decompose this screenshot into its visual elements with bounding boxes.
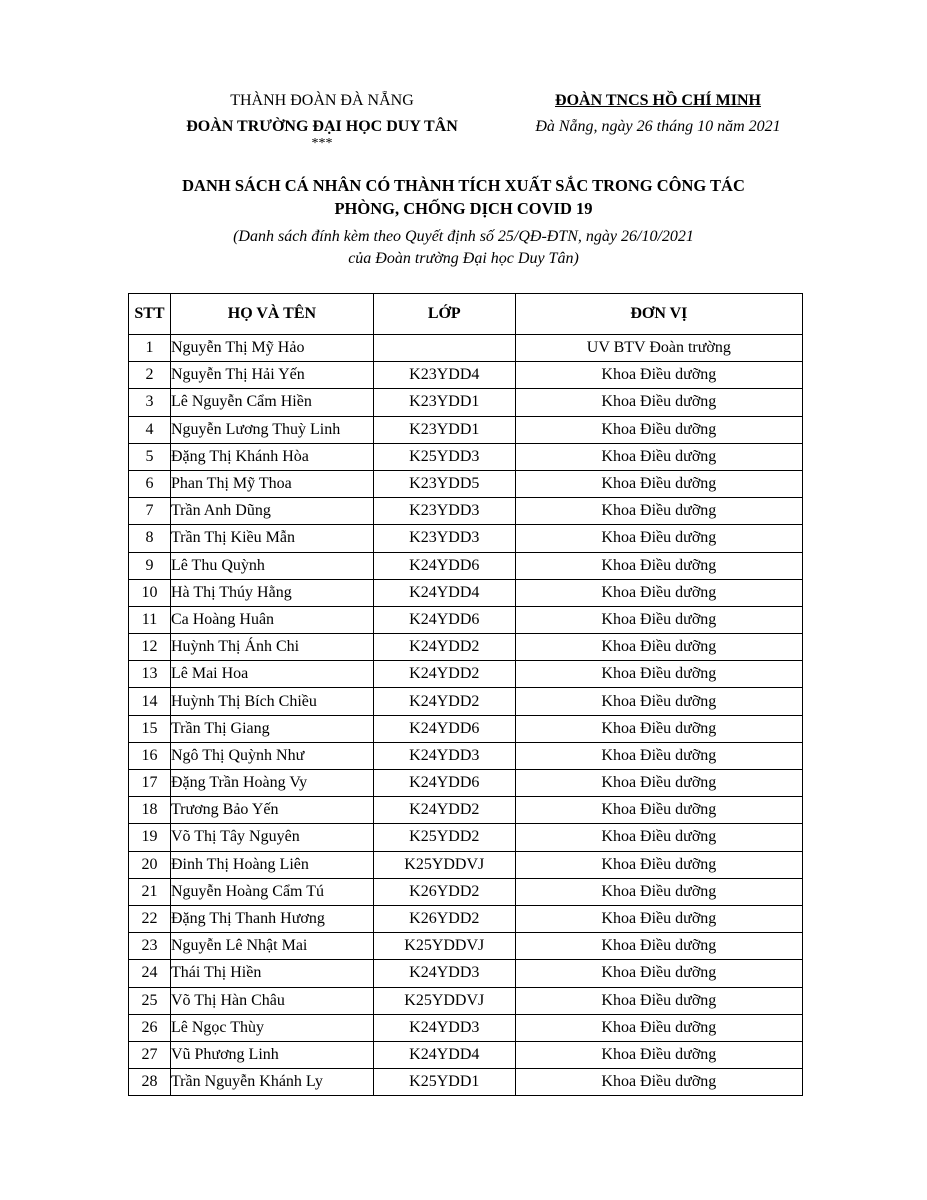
cell-class: K25YDD3 — [373, 443, 515, 470]
cell-unit: Khoa Điều dưỡng — [515, 362, 802, 389]
cell-name: Đặng Thị Thanh Hương — [170, 905, 373, 932]
cell-class: K24YDD3 — [373, 1014, 515, 1041]
cell-class: K23YDD1 — [373, 389, 515, 416]
cell-name: Thái Thị Hiền — [170, 960, 373, 987]
cell-unit: Khoa Điều dưỡng — [515, 1014, 802, 1041]
cell-unit: Khoa Điều dưỡng — [515, 634, 802, 661]
cell-class: K25YDDVJ — [373, 987, 515, 1014]
table-row — [129, 715, 803, 742]
subtitle-line-1: (Danh sách đính kèm theo Quyết định số 25/QĐ-ĐTN, ngày 26/10/2021 — [233, 228, 694, 245]
cell-class: K24YDD6 — [373, 770, 515, 797]
cell-unit: Khoa Điều dưỡng — [515, 797, 802, 824]
cell-unit: Khoa Điều dưỡng — [515, 824, 802, 851]
cell-unit: Khoa Điều dưỡng — [515, 470, 802, 497]
cell-stt: 18 — [129, 797, 171, 824]
cell-class: K23YDD5 — [373, 470, 515, 497]
cell-unit: Khoa Điều dưỡng — [515, 661, 802, 688]
cell-name: Ca Hoàng Huân — [170, 606, 373, 633]
cell-unit: Khoa Điều dưỡng — [515, 960, 802, 987]
cell-stt: 10 — [129, 579, 171, 606]
cell-name: Võ Thị Hàn Châu — [170, 987, 373, 1014]
cell-name: Trương Bảo Yến — [170, 797, 373, 824]
table-row — [129, 443, 803, 470]
cell-class: K23YDD3 — [373, 525, 515, 552]
table-row — [129, 905, 803, 932]
cell-class: K24YDD2 — [373, 688, 515, 715]
cell-class: K26YDD2 — [373, 905, 515, 932]
cell-stt: 22 — [129, 905, 171, 932]
document-title — [100, 174, 827, 220]
table-row — [129, 960, 803, 987]
cell-name: Võ Thị Tây Nguyên — [170, 824, 373, 851]
cell-stt: 27 — [129, 1041, 171, 1068]
cell-unit: Khoa Điều dưỡng — [515, 987, 802, 1014]
cell-unit: Khoa Điều dưỡng — [515, 851, 802, 878]
cell-stt: 14 — [129, 688, 171, 715]
cell-stt: 8 — [129, 525, 171, 552]
cell-unit: Khoa Điều dưỡng — [515, 933, 802, 960]
separator-stars: *** — [311, 136, 333, 151]
cell-class: K24YDD2 — [373, 634, 515, 661]
cell-class: K25YDDVJ — [373, 933, 515, 960]
title-line-2: PHÒNG, CHỐNG DỊCH COVID 19 — [334, 199, 593, 218]
cell-name: Nguyễn Lương Thuỳ Linh — [170, 416, 373, 443]
cell-stt: 2 — [129, 362, 171, 389]
table-row — [129, 335, 803, 362]
table-row — [129, 634, 803, 661]
cell-unit: Khoa Điều dưỡng — [515, 552, 802, 579]
table-row — [129, 552, 803, 579]
table-header-row — [129, 294, 803, 335]
cell-class: K25YDD1 — [373, 1069, 515, 1096]
table-row — [129, 878, 803, 905]
cell-stt: 17 — [129, 770, 171, 797]
school-union-name: ĐOÀN TRƯỜNG ĐẠI HỌC DUY TÂN — [186, 118, 458, 135]
cell-stt: 1 — [129, 335, 171, 362]
cell-stt: 9 — [129, 552, 171, 579]
cell-unit: Khoa Điều dưỡng — [515, 579, 802, 606]
document-date: Đà Nẵng, ngày 26 tháng 10 năm 2021 — [535, 118, 781, 135]
cell-name: Nguyễn Lê Nhật Mai — [170, 933, 373, 960]
column-header-class: LỚP — [373, 294, 515, 335]
cell-name: Lê Thu Quỳnh — [170, 552, 373, 579]
table-row — [129, 525, 803, 552]
cell-name: Trần Thị Giang — [170, 715, 373, 742]
cell-stt: 26 — [129, 1014, 171, 1041]
column-header-name: HỌ VÀ TÊN — [170, 294, 373, 335]
cell-stt: 23 — [129, 933, 171, 960]
cell-name: Trần Thị Kiều Mẫn — [170, 525, 373, 552]
cell-stt: 6 — [129, 470, 171, 497]
cell-stt: 25 — [129, 987, 171, 1014]
table-body — [129, 335, 803, 1096]
cell-stt: 7 — [129, 498, 171, 525]
cell-name: Lê Mai Hoa — [170, 661, 373, 688]
cell-unit: Khoa Điều dưỡng — [515, 498, 802, 525]
table-row — [129, 797, 803, 824]
cell-unit: Khoa Điều dưỡng — [515, 606, 802, 633]
table-row — [129, 1041, 803, 1068]
cell-unit: Khoa Điều dưỡng — [515, 905, 802, 932]
cell-name: Ngô Thị Quỳnh Như — [170, 742, 373, 769]
cell-stt: 11 — [129, 606, 171, 633]
table-row — [129, 661, 803, 688]
cell-class: K24YDD4 — [373, 579, 515, 606]
cell-stt: 19 — [129, 824, 171, 851]
table-row — [129, 770, 803, 797]
table-row — [129, 851, 803, 878]
cell-stt: 21 — [129, 878, 171, 905]
column-header-stt: STT — [129, 294, 171, 335]
cell-name: Trần Anh Dũng — [170, 498, 373, 525]
cell-name: Huỳnh Thị Ánh Chi — [170, 634, 373, 661]
table-row — [129, 1069, 803, 1096]
cell-unit: Khoa Điều dưỡng — [515, 715, 802, 742]
organization-name: ĐOÀN TNCS HỒ CHÍ MINH — [555, 92, 761, 109]
table-row — [129, 987, 803, 1014]
table-row — [129, 470, 803, 497]
cell-unit: Khoa Điều dưỡng — [515, 688, 802, 715]
cell-class: K24YDD2 — [373, 661, 515, 688]
cell-stt: 28 — [129, 1069, 171, 1096]
table-row — [129, 1014, 803, 1041]
cell-unit: Khoa Điều dưỡng — [515, 443, 802, 470]
cell-class: K23YDD1 — [373, 416, 515, 443]
cell-unit: Khoa Điều dưỡng — [515, 742, 802, 769]
cell-name: Đặng Trần Hoàng Vy — [170, 770, 373, 797]
cell-unit: Khoa Điều dưỡng — [515, 416, 802, 443]
cell-stt: 20 — [129, 851, 171, 878]
table-row — [129, 824, 803, 851]
cell-class: K25YDD2 — [373, 824, 515, 851]
cell-class: K24YDD6 — [373, 606, 515, 633]
cell-class: K24YDD3 — [373, 742, 515, 769]
header-left — [172, 88, 472, 150]
cell-unit: Khoa Điều dưỡng — [515, 1041, 802, 1068]
honoree-table — [128, 293, 803, 1096]
cell-class: K24YDD2 — [373, 797, 515, 824]
cell-name: Nguyễn Thị Hải Yến — [170, 362, 373, 389]
table-row — [129, 688, 803, 715]
cell-class: K25YDDVJ — [373, 851, 515, 878]
cell-name: Phan Thị Mỹ Thoa — [170, 470, 373, 497]
cell-stt: 3 — [129, 389, 171, 416]
cell-name: Huỳnh Thị Bích Chiều — [170, 688, 373, 715]
title-line-1: DANH SÁCH CÁ NHÂN CÓ THÀNH TÍCH XUẤT SẮC TRONG CÔNG TÁC — [182, 176, 745, 195]
cell-stt: 15 — [129, 715, 171, 742]
cell-name: Đặng Thị Khánh Hòa — [170, 443, 373, 470]
cell-unit: UV BTV Đoàn trường — [515, 335, 802, 362]
cell-class: K24YDD3 — [373, 960, 515, 987]
table-row — [129, 933, 803, 960]
cell-stt: 4 — [129, 416, 171, 443]
subtitle-line-2: của Đoàn trường Đại học Duy Tân) — [348, 250, 579, 267]
cell-name: Lê Nguyễn Cẩm Hiền — [170, 389, 373, 416]
cell-stt: 16 — [129, 742, 171, 769]
cell-class: K23YDD3 — [373, 498, 515, 525]
cell-name: Đinh Thị Hoàng Liên — [170, 851, 373, 878]
cell-stt: 5 — [129, 443, 171, 470]
cell-class: K24YDD6 — [373, 715, 515, 742]
table-row — [129, 742, 803, 769]
cell-unit: Khoa Điều dưỡng — [515, 389, 802, 416]
cell-unit: Khoa Điều dưỡng — [515, 1069, 802, 1096]
table-row — [129, 389, 803, 416]
cell-name: Trần Nguyễn Khánh Ly — [170, 1069, 373, 1096]
cell-name: Nguyễn Hoàng Cẩm Tú — [170, 878, 373, 905]
cell-name: Vũ Phương Linh — [170, 1041, 373, 1068]
cell-class: K26YDD2 — [373, 878, 515, 905]
cell-stt: 12 — [129, 634, 171, 661]
table-row — [129, 416, 803, 443]
cell-name: Nguyễn Thị Mỹ Hảo — [170, 335, 373, 362]
column-header-unit: ĐƠN VỊ — [515, 294, 802, 335]
cell-class: K23YDD4 — [373, 362, 515, 389]
document-subtitle — [100, 226, 827, 270]
cell-stt: 24 — [129, 960, 171, 987]
cell-name: Hà Thị Thúy Hằng — [170, 579, 373, 606]
cell-class: K24YDD6 — [373, 552, 515, 579]
cell-class: K24YDD4 — [373, 1041, 515, 1068]
cell-name: Lê Ngọc Thùy — [170, 1014, 373, 1041]
table-row — [129, 606, 803, 633]
cell-class — [373, 335, 515, 362]
city-union-name: THÀNH ĐOÀN ĐÀ NẴNG — [230, 92, 414, 109]
cell-stt: 13 — [129, 661, 171, 688]
header-right — [508, 88, 808, 140]
cell-unit: Khoa Điều dưỡng — [515, 525, 802, 552]
table-row — [129, 498, 803, 525]
table-row — [129, 579, 803, 606]
table-row — [129, 362, 803, 389]
cell-unit: Khoa Điều dưỡng — [515, 878, 802, 905]
cell-unit: Khoa Điều dưỡng — [515, 770, 802, 797]
